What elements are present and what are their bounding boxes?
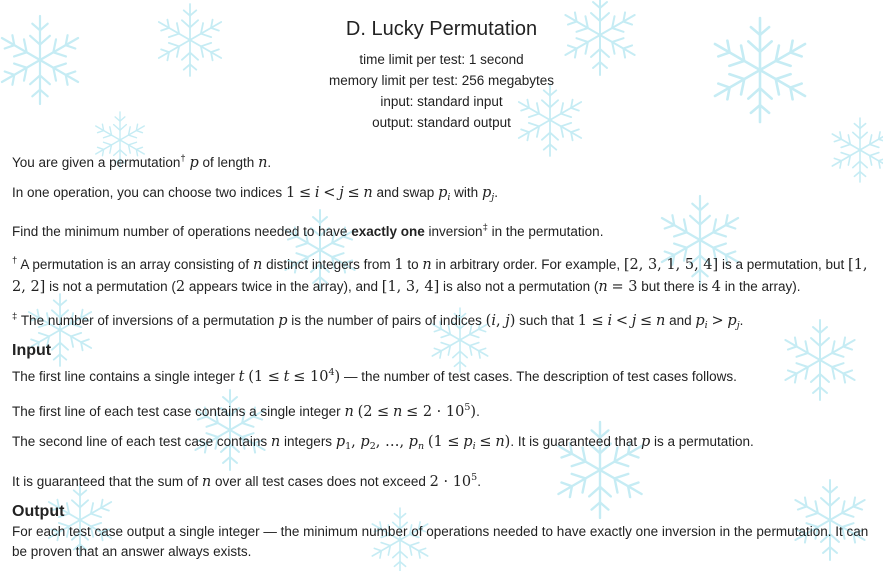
output-text: For each test case output a single integer — the minimum number of operations needed to have exactly one inversion in the permutation. It can be proven that an answer always exists. bbox=[12, 524, 869, 559]
problem-title: D. Lucky Permutation bbox=[345, 18, 538, 40]
output-heading: Output bbox=[12, 503, 65, 520]
statement-paragraph-3: Find the minimum number of operations needed to have exactly one inversion‡ in the permutation. bbox=[12, 222, 604, 239]
input-line-3: The second line of each test case contains n integers $p_1$, $p_2$, …, $p_n$ $(1 \le p_i \le n)$. It is guaranteed that p is a permutation. bbox=[12, 434, 754, 452]
footnote-permutation: † A permutation is an array consisting of n distinct integers from 1 to n in arbitrary order. For example, [2, 3, 1, 5, 4] is a permutation, but [1, 2, 2] is not a permutation (2 appears twice in the array), and [1, 3, 4] is also not a permutation (n = 3 but there is 4 in the array). bbox=[12, 255, 868, 295]
statement-paragraph-1: You are given a permutation† p of length n. bbox=[12, 153, 272, 171]
input-line-4: It is guaranteed that the sum of n over all test cases does not exceed $2 \cdot 10^5$. bbox=[12, 472, 481, 490]
input-heading: Input bbox=[12, 342, 52, 359]
footnote-inversions: ‡ The number of inversions of a permutation p is the number of pairs of indices (i, j) such that 1 ≤ i < j ≤ n and $p_i > p_j$. bbox=[12, 311, 744, 331]
input-line-2: The first line of each test case contains a single integer n $(2 \le n \le 2 \cdot 10^5)$. bbox=[12, 402, 480, 420]
output-spec: output: standard output bbox=[372, 115, 511, 130]
time-limit: time limit per test: 1 second bbox=[359, 52, 524, 67]
input-line-1: The first line contains a single integer t $(1 \le t \le 10^4)$ — the number of test cases. The description of test cases follows. bbox=[12, 367, 737, 385]
input-spec: input: standard input bbox=[380, 94, 503, 109]
statement-paragraph-2: In one operation, you can choose two indices 1 ≤ i < j ≤ n and swap $p_i$ with $p_j$. bbox=[12, 185, 498, 203]
memory-limit: memory limit per test: 256 megabytes bbox=[328, 73, 555, 88]
